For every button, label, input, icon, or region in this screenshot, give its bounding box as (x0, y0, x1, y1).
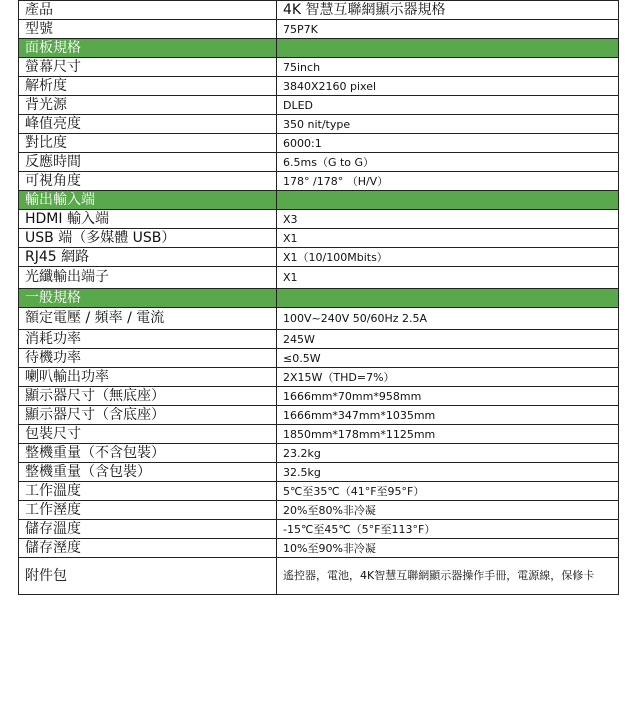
spec-row (19, 96, 619, 115)
spec-label: 解析度 (19, 77, 277, 96)
spec-row (19, 482, 619, 501)
spec-value: X1（10/100Mbits） (277, 248, 619, 267)
spec-value: 1850mm*178mm*1125mm (277, 425, 619, 444)
spec-label: 消耗功率 (19, 330, 277, 349)
spec-table (18, 0, 619, 595)
spec-label: 可視角度 (19, 172, 277, 191)
spec-value: X1 (277, 267, 619, 289)
spec-value: 3840X2160 pixel (277, 77, 619, 96)
spec-value: 245W (277, 330, 619, 349)
spec-row (19, 406, 619, 425)
spec-label: 光纖輸出端子 (19, 267, 277, 289)
spec-value: 75inch (277, 58, 619, 77)
spec-row (19, 134, 619, 153)
spec-label: 包裝尺寸 (19, 425, 277, 444)
section-spacer (277, 39, 619, 58)
section-title: 輸出輸入端 (19, 191, 277, 210)
spec-value: 350 nit/type (277, 115, 619, 134)
spec-row (19, 330, 619, 349)
spec-label: 儲存溫度 (19, 520, 277, 539)
section-header-row (19, 191, 619, 210)
spec-row (19, 387, 619, 406)
spec-label: 額定電壓 / 頻率 / 電流 (19, 308, 277, 330)
spec-row (19, 20, 619, 39)
spec-label: 產品 (19, 1, 277, 20)
spec-value: 2X15W（THD=7%） (277, 368, 619, 387)
section-header-row (19, 289, 619, 308)
spec-label: 儲存溼度 (19, 539, 277, 558)
spec-label: 顯示器尺寸（含底座） (19, 406, 277, 425)
spec-value: -15℃至45℃（5°F至113°F） (277, 520, 619, 539)
spec-row (19, 463, 619, 482)
spec-label: 工作溼度 (19, 501, 277, 520)
spec-value: 5℃至35℃（41°F至95°F） (277, 482, 619, 501)
spec-value: 32.5kg (277, 463, 619, 482)
spec-label: 背光源 (19, 96, 277, 115)
spec-label: 整機重量（不含包裝） (19, 444, 277, 463)
spec-value: 6.5ms（G to G） (277, 153, 619, 172)
spec-label: 附件包 (19, 558, 277, 595)
header-row (19, 1, 619, 20)
spec-row (19, 425, 619, 444)
spec-table-body (19, 1, 619, 595)
spec-value: X3 (277, 210, 619, 229)
spec-label: USB 端（多媒體 USB） (19, 229, 277, 248)
spec-row (19, 172, 619, 191)
spec-row (19, 308, 619, 330)
spec-label: 對比度 (19, 134, 277, 153)
spec-row (19, 229, 619, 248)
spec-value: 75P7K (277, 20, 619, 39)
spec-label: RJ45 網路 (19, 248, 277, 267)
spec-label: 反應時間 (19, 153, 277, 172)
spec-label: HDMI 輸入端 (19, 210, 277, 229)
spec-value: 6000:1 (277, 134, 619, 153)
spec-row (19, 501, 619, 520)
spec-value: 遙控器，電池，4K智慧互聯網顯示器操作手冊，電源線，保修卡 (277, 558, 619, 595)
spec-value: 4K 智慧互聯網顯示器規格 (277, 1, 619, 20)
spec-row (19, 115, 619, 134)
spec-row (19, 77, 619, 96)
spec-value: DLED (277, 96, 619, 115)
spec-value: 10%至90%非冷凝 (277, 539, 619, 558)
spec-label: 工作溫度 (19, 482, 277, 501)
spec-label: 整機重量（含包裝） (19, 463, 277, 482)
spec-value: 100V~240V 50/60Hz 2.5A (277, 308, 619, 330)
spec-label: 螢幕尺寸 (19, 58, 277, 77)
section-spacer (277, 289, 619, 308)
spec-value: 23.2kg (277, 444, 619, 463)
spec-label: 待機功率 (19, 349, 277, 368)
spec-row (19, 349, 619, 368)
spec-row (19, 248, 619, 267)
section-spacer (277, 191, 619, 210)
section-header-row (19, 39, 619, 58)
spec-value: 1666mm*347mm*1035mm (277, 406, 619, 425)
spec-label: 喇叭輸出功率 (19, 368, 277, 387)
spec-row (19, 520, 619, 539)
spec-value: 20%至80%非冷凝 (277, 501, 619, 520)
spec-row (19, 153, 619, 172)
spec-row (19, 444, 619, 463)
spec-row (19, 558, 619, 595)
spec-row (19, 539, 619, 558)
spec-row (19, 210, 619, 229)
spec-value: 178° /178° （H/V） (277, 172, 619, 191)
spec-value: 1666mm*70mm*958mm (277, 387, 619, 406)
spec-value: ≤0.5W (277, 349, 619, 368)
section-title: 一般規格 (19, 289, 277, 308)
spec-row (19, 58, 619, 77)
spec-value: X1 (277, 229, 619, 248)
spec-row (19, 267, 619, 289)
spec-label: 峰值亮度 (19, 115, 277, 134)
spec-label: 型號 (19, 20, 277, 39)
spec-label: 顯示器尺寸（無底座） (19, 387, 277, 406)
section-title: 面板規格 (19, 39, 277, 58)
spec-row (19, 368, 619, 387)
